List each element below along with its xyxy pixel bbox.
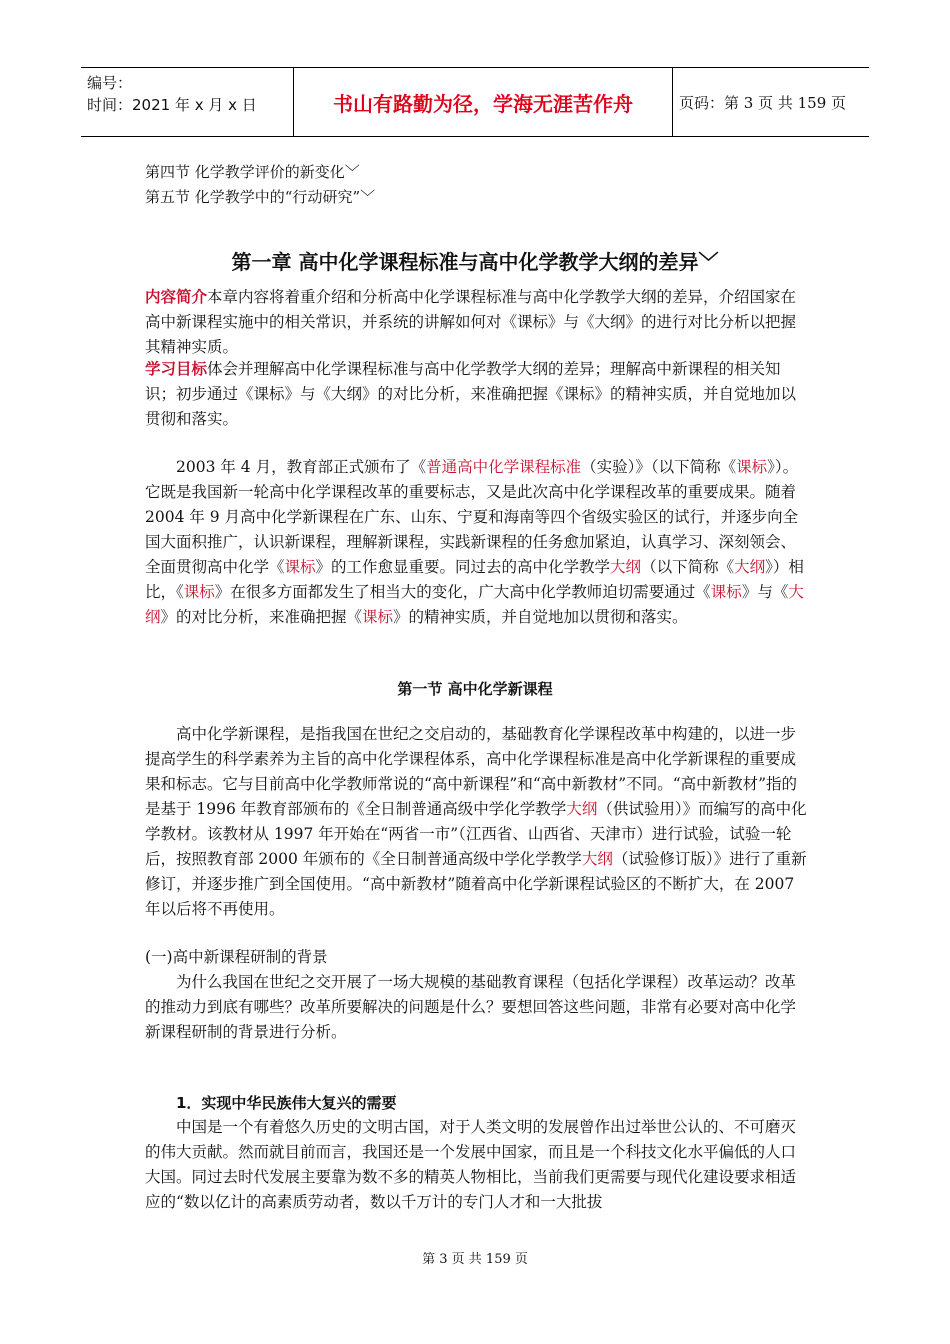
text: 》的精神实质，并自觉地加以贯彻和落实。	[393, 608, 688, 626]
highlight: 大纲	[610, 558, 642, 576]
text: （试验修订版）》进行了重新修订，并逐步推广到全国使用。“高中新教材”随着高中化学新课程试验区的不断扩大，在 2007 年以后将不再使用。	[145, 850, 807, 918]
page-footer: 第 3 页 共 159 页	[422, 1252, 528, 1267]
section-title: 第一节 高中化学新课程	[397, 680, 553, 698]
text: 2003 年 4 月，教育部正式颁布了《	[176, 458, 427, 476]
paragraph-2	[145, 722, 810, 922]
goal-text: 体会并理解高中化学课程标准与高中化学教学大纲的差异；理解高中新课程的相关知识；初步通过《课标》与《大纲》的对比分析，来准确把握《课标》的精神实质，并自觉地加以贯彻和落实。	[145, 360, 797, 428]
highlight: 课标	[362, 608, 394, 626]
toc-line-2: 第五节 化学教学中的“行动研究”﹀	[145, 188, 376, 206]
point-title: 1．实现中华民族伟大复兴的需要	[176, 1094, 397, 1112]
page-header	[81, 67, 869, 137]
header-page-number: 页码：第 3 页 共 159 页	[679, 93, 847, 112]
chapter-title: 第一章 高中化学课程标准与高中化学教学大纲的差异﹀	[231, 250, 719, 274]
highlight: 大纲	[566, 800, 598, 818]
text: （以下简称《	[641, 558, 735, 576]
header-number: 编号：	[87, 74, 133, 92]
intro-summary	[145, 285, 810, 360]
highlight: 课标	[736, 458, 768, 476]
text: （供试验用）》而编写的高中化学教材。该教材从 1997 年开始在“两省一市”（江西省、山西省、天津市）进行试验，试验一轮后，按照教育部 2000 年颁布的《全日制普通高级中学化学教学	[145, 800, 807, 868]
header-motto: 书山有路勤为径，学海无涯苦作舟	[293, 68, 673, 136]
text: 》）。它既是我国新一轮高中化学课程改革的重要标志，又是此次高中化学课程改革的重要成果。随着 2004 年 9 月高中化学新课程在广东、山东、宁夏和海南等四个省级实验区的试行，并逐步向全国大面积推广，认识新课程，理解新课程，实践新课程的任务愈加紧迫，认真学习、深刻领会、全面贯彻高中化学《	[145, 458, 799, 576]
goal-label: 学习目标	[145, 360, 208, 378]
text: 》）相比，《	[145, 558, 804, 601]
standard-link: 普通高中化学课程标准	[426, 458, 582, 476]
highlight: 课标	[710, 583, 742, 601]
text: 高中化学新课程，是指我国在世纪之交启动的，基础教育化学课程改革中构建的，以进一步提高学生的科学素养为主旨的高中化学课程体系，高中化学课程标准是高中化学新课程的重要成果和标志。它与目前高中化学教师常说的“高中新课程”和“高中新教材”不同。“高中新教材”指的是基于 1996 年教育部颁布的《全日制普通高级中学化学教学	[145, 725, 798, 818]
header-meta	[81, 68, 293, 136]
highlight: 大纲	[145, 583, 804, 626]
highlight: 课标	[284, 558, 316, 576]
toc-line-1: 第四节 化学教学评价的新变化﹀	[145, 163, 360, 181]
paragraph-3: 为什么我国在世纪之交开展了一场大规模的基础教育课程（包括化学课程）改革运动？改革的推动力到底有哪些？改革所要解决的问题是什么？要想回答这些问题，非常有必要对高中化学新课程研制的背景进行分析。	[145, 973, 797, 1041]
highlight: 课标	[183, 583, 215, 601]
text: 》在很多方面都发生了相当大的变化，广大高中化学教师迫切需要通过《	[214, 583, 711, 601]
paragraph-4: 中国是一个有着悠久历史的文明古国，对于人类文明的发展曾作出过举世公认的、不可磨灭的伟大贡献。然而就目前而言，我国还是一个发展中国家，而且是一个科技文化水平偏低的人口大国。同过去时代发展主要靠为数不多的精英人物相比，当前我们更需要与现代化建设要求相适应的“数以亿计的高素质劳动者，数以千万计的专门人才和一大批拔	[145, 1118, 797, 1211]
text: （实验）》（以下简称《	[581, 458, 737, 476]
subsection-title: (一)高中新课程研制的背景	[145, 948, 328, 966]
text: 》与《	[741, 583, 789, 601]
intro-goal	[145, 357, 810, 432]
summary-text: 本章内容将着重介绍和分析高中化学课程标准与高中化学教学大纲的差异，介绍国家在高中新课程实施中的相关常识，并系统的讲解如何对《课标》与《大纲》的进行对比分析以把握其精神实质。	[145, 288, 797, 356]
highlight: 大纲	[734, 558, 766, 576]
text: 》的对比分析，来准确把握《	[160, 608, 363, 626]
paragraph-1	[145, 455, 810, 630]
highlight: 大纲	[581, 850, 613, 868]
header-date: 时间：2021 年 x 月 x 日	[87, 96, 257, 114]
text: 》的工作愈显重要。同过去的高中化学教学	[315, 558, 611, 576]
summary-label: 内容简介	[145, 288, 208, 306]
